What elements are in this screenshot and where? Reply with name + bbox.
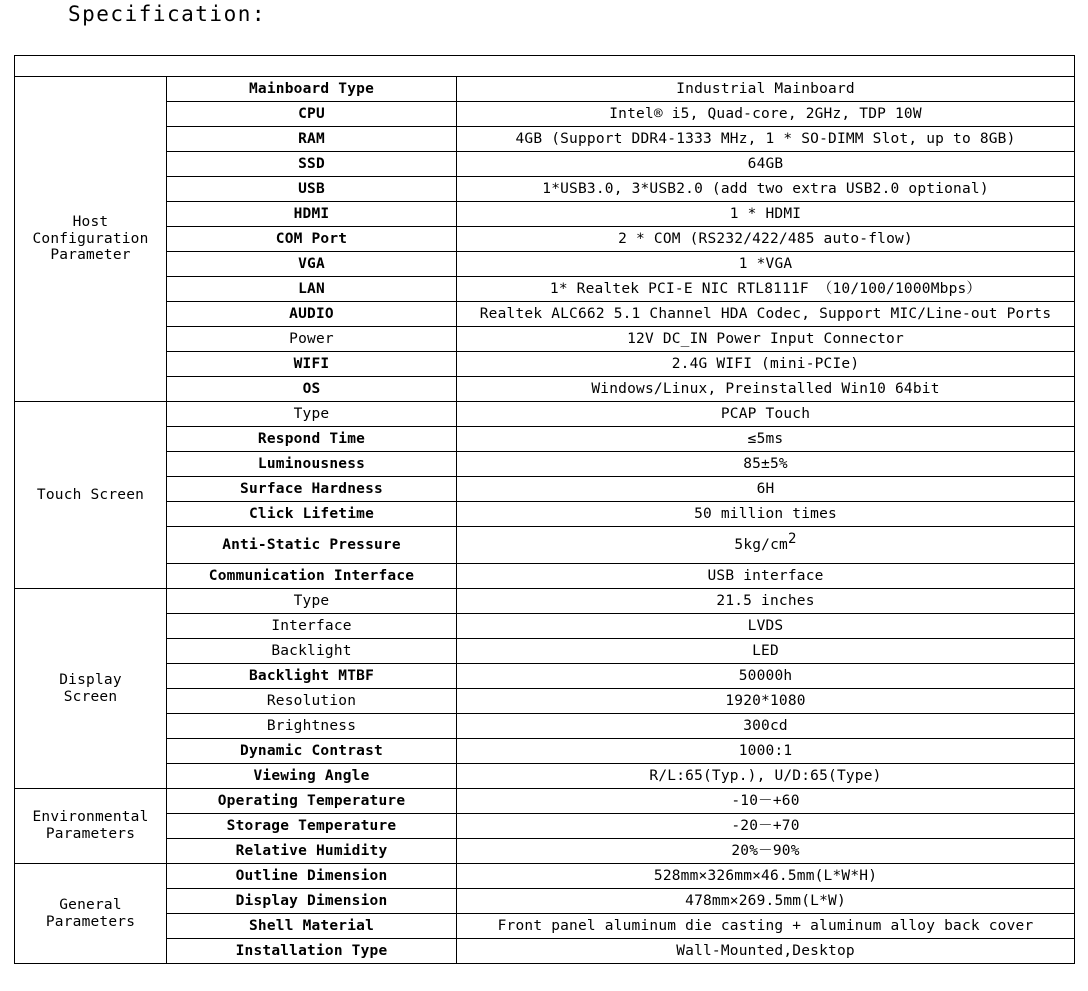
row-value: R/L:65(Typ.), U/D:65(Type) [457,764,1075,789]
row-label: Respond Time [167,427,457,452]
table-row [15,664,1075,689]
row-group-label: General Parameters [15,864,167,964]
row-value: -20－+70 [457,814,1075,839]
row-label: Outline Dimension [167,864,457,889]
row-label: Type [167,589,457,614]
row-value: 64GB [457,152,1075,177]
row-value: LVDS [457,614,1075,639]
row-value: Industrial Mainboard [457,77,1075,102]
table-row [15,252,1075,277]
row-label: WIFI [167,352,457,377]
row-group-label: Display Screen [15,589,167,789]
row-label: Luminousness [167,452,457,477]
row-value: 50 million times [457,502,1075,527]
row-value: 1 * HDMI [457,202,1075,227]
row-label: Shell Material [167,914,457,939]
table-row [15,377,1075,402]
table-row [15,502,1075,527]
row-value: ≤5ms [457,427,1075,452]
row-label: Type [167,402,457,427]
row-label: Backlight MTBF [167,664,457,689]
row-label: Display Dimension [167,889,457,914]
row-value: 50000h [457,664,1075,689]
row-label: CPU [167,102,457,127]
table-row [15,277,1075,302]
row-label: VGA [167,252,457,277]
row-value: 20%－90% [457,839,1075,864]
table-row [15,864,1075,889]
row-value: 1 *VGA [457,252,1075,277]
row-label: Anti-Static Pressure [167,527,457,564]
table-row [15,152,1075,177]
row-group-label: Host Configuration Parameter [15,77,167,402]
row-label: COM Port [167,227,457,252]
table-row [15,302,1075,327]
row-value: 1*USB3.0, 3*USB2.0 (add two extra USB2.0 optional) [457,177,1075,202]
table-row [15,564,1075,589]
row-label: LAN [167,277,457,302]
row-label: Relative Humidity [167,839,457,864]
row-value: Realtek ALC662 5.1 Channel HDA Codec, Support MIC/Line-out Ports [457,302,1075,327]
table-row [15,739,1075,764]
table-row [15,639,1075,664]
table-row [15,614,1075,639]
table-row [15,452,1075,477]
table-row [15,402,1075,427]
table-row [15,814,1075,839]
table-row [15,689,1075,714]
row-value: 1920*1080 [457,689,1075,714]
row-label: HDMI [167,202,457,227]
row-value: -10－+60 [457,789,1075,814]
row-label: Viewing Angle [167,764,457,789]
row-value: 1* Realtek PCI-E NIC RTL8111F （10/100/1000Mbps） [457,277,1075,302]
table-row [15,589,1075,614]
page-title: Specification: [68,2,267,26]
row-label: RAM [167,127,457,152]
row-label: Operating Temperature [167,789,457,814]
row-label: Resolution [167,689,457,714]
row-value: 12V DC_IN Power Input Connector [457,327,1075,352]
table-row [15,427,1075,452]
table-banner-cell [15,56,1075,77]
table-row [15,352,1075,377]
row-value: 6H [457,477,1075,502]
row-value: 1000:1 [457,739,1075,764]
row-value: Windows/Linux, Preinstalled Win10 64bit [457,377,1075,402]
row-value: $5kg/cm^2$ [457,527,1075,564]
table-row [15,77,1075,102]
row-value: Front panel aluminum die casting + aluminum alloy back cover [457,914,1075,939]
row-label: USB [167,177,457,202]
table-row [15,527,1075,564]
row-label: Power [167,327,457,352]
row-label: AUDIO [167,302,457,327]
row-label: Installation Type [167,939,457,964]
table-row [15,202,1075,227]
row-label: Dynamic Contrast [167,739,457,764]
row-value: 21.5 inches [457,589,1075,614]
row-value: USB interface [457,564,1075,589]
row-value: 4GB (Support DDR4-1333 MHz, 1 * SO-DIMM Slot, up to 8GB) [457,127,1075,152]
row-value: 300cd [457,714,1075,739]
row-value: Wall-Mounted,Desktop [457,939,1075,964]
table-row [15,327,1075,352]
row-value: LED [457,639,1075,664]
table-banner-row [15,56,1075,77]
table-row [15,764,1075,789]
table-row [15,177,1075,202]
specification-table-body [15,56,1075,964]
table-row [15,714,1075,739]
row-label: Click Lifetime [167,502,457,527]
row-label: Surface Hardness [167,477,457,502]
row-value: 2 * COM (RS232/422/485 auto-flow) [457,227,1075,252]
row-value: 528mm×326mm×46.5mm(L*W*H) [457,864,1075,889]
row-value: 478mm×269.5mm(L*W) [457,889,1075,914]
table-row [15,839,1075,864]
specification-table [14,55,1075,964]
row-group-label: Environmental Parameters [15,789,167,864]
row-value: 2.4G WIFI (mini-PCIe) [457,352,1075,377]
row-group-label: Touch Screen [15,402,167,589]
row-label: Storage Temperature [167,814,457,839]
table-row [15,227,1075,252]
row-label: Brightness [167,714,457,739]
table-row [15,127,1075,152]
row-value: Intel® i5, Quad-core, 2GHz, TDP 10W [457,102,1075,127]
row-value: PCAP Touch [457,402,1075,427]
table-row [15,789,1075,814]
table-row [15,477,1075,502]
table-row [15,889,1075,914]
superscript-exponent: 2 [787,530,797,547]
row-label: OS [167,377,457,402]
row-label: SSD [167,152,457,177]
row-label: Interface [167,614,457,639]
table-row [15,914,1075,939]
row-label: Communication Interface [167,564,457,589]
row-value: 85±5% [457,452,1075,477]
row-label: Backlight [167,639,457,664]
table-row [15,102,1075,127]
table-row [15,939,1075,964]
row-label: Mainboard Type [167,77,457,102]
